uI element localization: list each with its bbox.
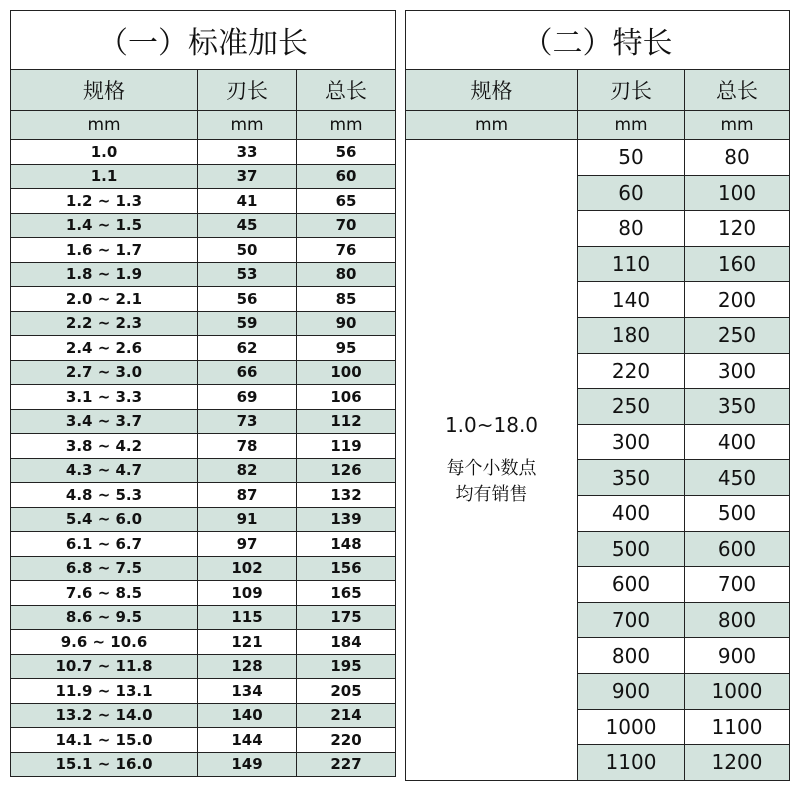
unit-blade-length: mm <box>198 111 297 140</box>
header-blade-length: 刃长 <box>578 70 685 111</box>
cell-total-length: 1000 <box>685 673 790 709</box>
cell-blade-length: 149 <box>198 752 297 777</box>
cell-total-length: 60 <box>297 164 396 189</box>
table-row <box>11 483 396 508</box>
cell-total-length: 160 <box>685 246 790 282</box>
cell-total-length: 1100 <box>685 709 790 745</box>
cell-blade-length: 56 <box>198 287 297 312</box>
cell-blade-length: 109 <box>198 581 297 606</box>
table-row <box>11 409 396 434</box>
cell-total-length: 350 <box>685 389 790 425</box>
cell-blade-length: 87 <box>198 483 297 508</box>
table-row <box>11 385 396 410</box>
table-row <box>11 164 396 189</box>
cell-total-length: 200 <box>685 282 790 318</box>
cell-total-length: 156 <box>297 556 396 581</box>
cell-spec: 3.1 ~ 3.3 <box>11 385 198 410</box>
cell-spec: 3.4 ~ 3.7 <box>11 409 198 434</box>
table-row <box>11 360 396 385</box>
cell-blade-length: 110 <box>578 246 685 282</box>
cell-total-length: 80 <box>685 140 790 176</box>
cell-blade-length: 1100 <box>578 745 685 781</box>
cell-total-length: 119 <box>297 434 396 459</box>
cell-spec: 4.3 ~ 4.7 <box>11 458 198 483</box>
cell-blade-length: 500 <box>578 531 685 567</box>
cell-blade-length: 37 <box>198 164 297 189</box>
spec-note-line1: 每个小数点 <box>446 457 537 479</box>
table-row <box>11 703 396 728</box>
cell-spec: 1.8 ~ 1.9 <box>11 262 198 287</box>
cell-total-length: 56 <box>297 140 396 165</box>
table-row <box>11 728 396 753</box>
cell-total-length: 600 <box>685 531 790 567</box>
extra-long-table <box>405 10 790 781</box>
cell-blade-length: 400 <box>578 495 685 531</box>
table-row <box>11 679 396 704</box>
cell-blade-length: 121 <box>198 630 297 655</box>
cell-blade-length: 140 <box>578 282 685 318</box>
cell-spec: 10.7 ~ 11.8 <box>11 654 198 679</box>
cell-spec: 2.0 ~ 2.1 <box>11 287 198 312</box>
unit-blade-length: mm <box>578 111 685 140</box>
cell-total-length: 85 <box>297 287 396 312</box>
cell-spec: 2.7 ~ 3.0 <box>11 360 198 385</box>
table-row <box>11 336 396 361</box>
table-row <box>11 630 396 655</box>
cell-total-length: 500 <box>685 495 790 531</box>
cell-blade-length: 50 <box>578 140 685 176</box>
cell-blade-length: 91 <box>198 507 297 532</box>
cell-blade-length: 350 <box>578 460 685 496</box>
cell-total-length: 300 <box>685 353 790 389</box>
cell-total-length: 120 <box>685 211 790 247</box>
header-total-length: 总长 <box>297 70 396 111</box>
cell-total-length: 112 <box>297 409 396 434</box>
cell-spec: 11.9 ~ 13.1 <box>11 679 198 704</box>
cell-blade-length: 80 <box>578 211 685 247</box>
standard-length-table <box>10 10 396 777</box>
cell-total-length: 132 <box>297 483 396 508</box>
cell-blade-length: 220 <box>578 353 685 389</box>
cell-blade-length: 600 <box>578 567 685 603</box>
cell-total-length: 1200 <box>685 745 790 781</box>
table-row <box>11 605 396 630</box>
unit-total-length: mm <box>685 111 790 140</box>
cell-total-length: 175 <box>297 605 396 630</box>
table-row <box>11 287 396 312</box>
cell-total-length: 184 <box>297 630 396 655</box>
cell-total-length: 700 <box>685 567 790 603</box>
cell-total-length: 165 <box>297 581 396 606</box>
cell-blade-length: 180 <box>578 317 685 353</box>
cell-blade-length: 62 <box>198 336 297 361</box>
cell-blade-length: 73 <box>198 409 297 434</box>
cell-blade-length: 33 <box>198 140 297 165</box>
table-row <box>11 189 396 214</box>
unit-total-length: mm <box>297 111 396 140</box>
table-row <box>11 140 396 165</box>
cell-spec: 4.8 ~ 5.3 <box>11 483 198 508</box>
cell-spec: 6.1 ~ 6.7 <box>11 532 198 557</box>
cell-spec: 2.4 ~ 2.6 <box>11 336 198 361</box>
table-row <box>11 507 396 532</box>
cell-total-length: 126 <box>297 458 396 483</box>
cell-blade-length: 53 <box>198 262 297 287</box>
table-row <box>11 458 396 483</box>
cell-total-length: 400 <box>685 424 790 460</box>
cell-spec: 1.4 ~ 1.5 <box>11 213 198 238</box>
unit-spec: mm <box>406 111 578 140</box>
cell-total-length: 148 <box>297 532 396 557</box>
header-spec: 规格 <box>406 70 578 111</box>
table-row <box>11 213 396 238</box>
cell-blade-length: 66 <box>198 360 297 385</box>
cell-blade-length: 59 <box>198 311 297 336</box>
cell-total-length: 450 <box>685 460 790 496</box>
table-title: （二）特长 <box>406 11 790 70</box>
cell-spec: 9.6 ~ 10.6 <box>11 630 198 655</box>
cell-blade-length: 69 <box>198 385 297 410</box>
cell-blade-length: 102 <box>198 556 297 581</box>
table-title: （一）标准加长 <box>11 11 396 70</box>
cell-blade-length: 78 <box>198 434 297 459</box>
cell-total-length: 227 <box>297 752 396 777</box>
cell-total-length: 900 <box>685 638 790 674</box>
cell-total-length: 205 <box>297 679 396 704</box>
cell-blade-length: 60 <box>578 175 685 211</box>
cell-blade-length: 128 <box>198 654 297 679</box>
cell-total-length: 106 <box>297 385 396 410</box>
table-row <box>11 311 396 336</box>
table-row <box>11 556 396 581</box>
cell-total-length: 250 <box>685 317 790 353</box>
cell-total-length: 195 <box>297 654 396 679</box>
cell-spec: 2.2 ~ 2.3 <box>11 311 198 336</box>
cell-total-length: 70 <box>297 213 396 238</box>
cell-total-length: 76 <box>297 238 396 263</box>
table-row <box>11 752 396 777</box>
cell-spec: 1.0 <box>11 140 198 165</box>
cell-total-length: 214 <box>297 703 396 728</box>
table-row <box>406 140 790 176</box>
cell-spec: 1.6 ~ 1.7 <box>11 238 198 263</box>
spec-range: 1.0~18.0 <box>444 412 539 437</box>
cell-blade-length: 144 <box>198 728 297 753</box>
cell-spec: 14.1 ~ 15.0 <box>11 728 198 753</box>
table-row <box>11 581 396 606</box>
table-row <box>11 532 396 557</box>
cell-blade-length: 300 <box>578 424 685 460</box>
cell-blade-length: 134 <box>198 679 297 704</box>
spec-note-line2: 均有销售 <box>455 483 528 505</box>
cell-blade-length: 82 <box>198 458 297 483</box>
cell-total-length: 800 <box>685 602 790 638</box>
table-row <box>11 654 396 679</box>
cell-blade-length: 50 <box>198 238 297 263</box>
cell-total-length: 65 <box>297 189 396 214</box>
cell-blade-length: 140 <box>198 703 297 728</box>
cell-spec: 13.2 ~ 14.0 <box>11 703 198 728</box>
cell-total-length: 95 <box>297 336 396 361</box>
table-row <box>11 238 396 263</box>
cell-spec: 5.4 ~ 6.0 <box>11 507 198 532</box>
spec-range-cell <box>406 140 578 781</box>
cell-spec: 7.6 ~ 8.5 <box>11 581 198 606</box>
cell-blade-length: 97 <box>198 532 297 557</box>
cell-total-length: 139 <box>297 507 396 532</box>
cell-total-length: 90 <box>297 311 396 336</box>
cell-blade-length: 800 <box>578 638 685 674</box>
cell-total-length: 80 <box>297 262 396 287</box>
cell-spec: 6.8 ~ 7.5 <box>11 556 198 581</box>
cell-blade-length: 250 <box>578 389 685 425</box>
cell-total-length: 220 <box>297 728 396 753</box>
header-spec: 规格 <box>11 70 198 111</box>
cell-total-length: 100 <box>685 175 790 211</box>
table-row <box>11 262 396 287</box>
cell-spec: 3.8 ~ 4.2 <box>11 434 198 459</box>
cell-spec: 8.6 ~ 9.5 <box>11 605 198 630</box>
cell-blade-length: 41 <box>198 189 297 214</box>
cell-blade-length: 115 <box>198 605 297 630</box>
cell-spec: 1.2 ~ 1.3 <box>11 189 198 214</box>
cell-blade-length: 700 <box>578 602 685 638</box>
table-row <box>11 434 396 459</box>
header-blade-length: 刃长 <box>198 70 297 111</box>
cell-spec: 1.1 <box>11 164 198 189</box>
cell-blade-length: 1000 <box>578 709 685 745</box>
cell-blade-length: 900 <box>578 673 685 709</box>
unit-spec: mm <box>11 111 198 140</box>
cell-total-length: 100 <box>297 360 396 385</box>
cell-spec: 15.1 ~ 16.0 <box>11 752 198 777</box>
header-total-length: 总长 <box>685 70 790 111</box>
cell-blade-length: 45 <box>198 213 297 238</box>
